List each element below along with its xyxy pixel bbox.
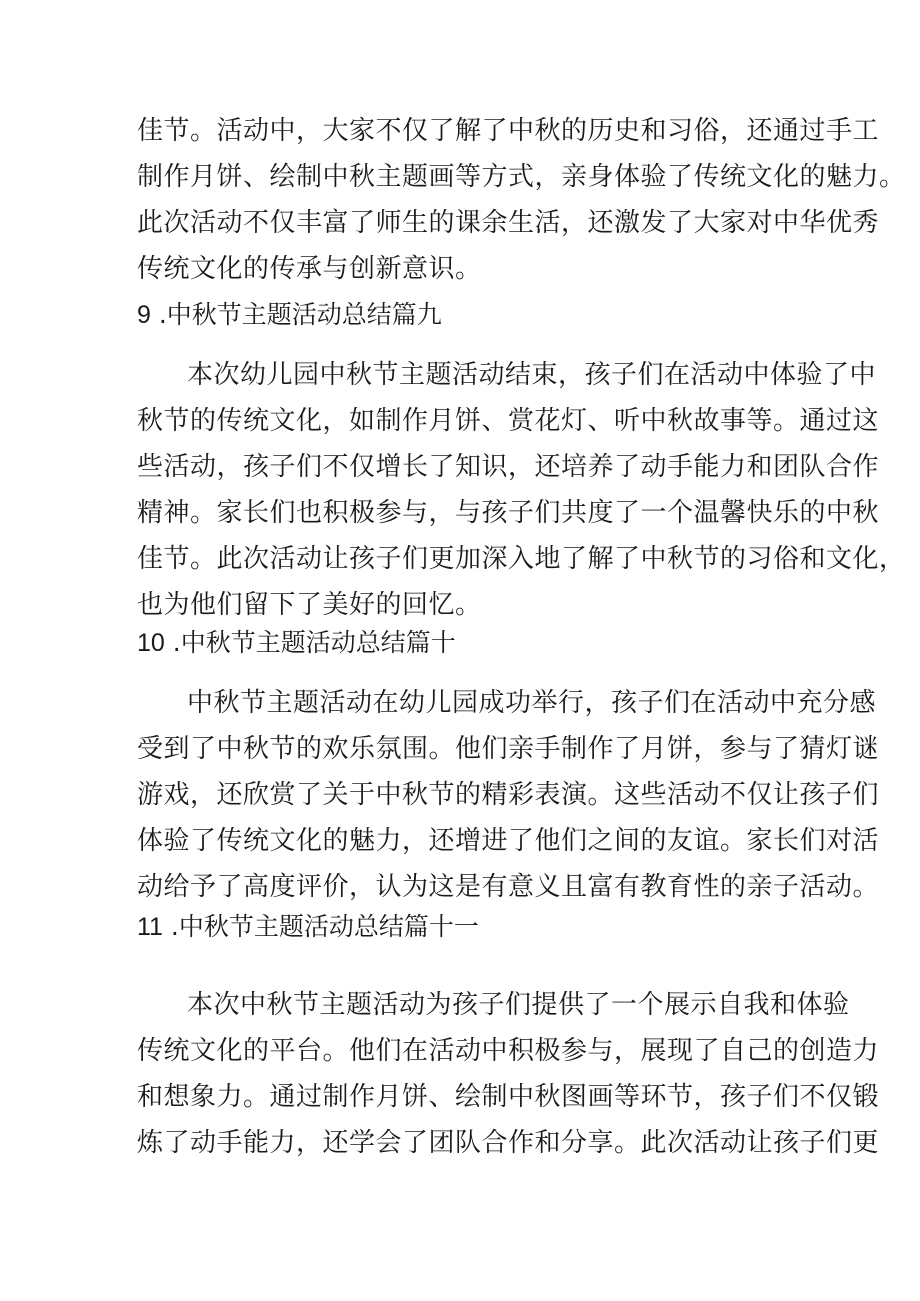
paragraph-line: 本次幼儿园中秋节主题活动结束，孩子们在活动中体验了中 xyxy=(187,360,877,390)
paragraph-line: 些活动，孩子们不仅增长了知识，还培养了动手能力和团队合作 xyxy=(137,452,880,482)
section-heading-9 xyxy=(137,296,787,334)
section-heading-11 xyxy=(137,908,787,946)
paragraph-line: 佳节。活动中，大家不仅了解了中秋的历史和习俗，还通过手工 xyxy=(137,116,880,146)
heading-number: 9 xyxy=(137,301,151,329)
heading-text: .中秋节主题活动总结篇十一 xyxy=(170,912,479,941)
paragraph-line: 也为他们留下了美好的回忆。 xyxy=(137,590,482,620)
heading-text: .中秋节主题活动总结篇十 xyxy=(172,628,456,657)
paragraph-line: 受到了中秋节的欢乐氛围。他们亲手制作了月饼，参与了猜灯谜 xyxy=(137,734,880,764)
paragraph-line: 秋节的传统文化，如制作月饼、赏花灯、听中秋故事等。通过这 xyxy=(137,406,880,436)
paragraph-line: 此次活动不仅丰富了师生的课余生活，还激发了大家对中华优秀 xyxy=(137,208,880,238)
heading-text: .中秋节主题活动总结篇九 xyxy=(158,300,442,329)
paragraph-line: 佳节。此次活动让孩子们更加深入地了解了中秋节的习俗和文化， xyxy=(137,544,906,574)
paragraph-line: 游戏，还欣赏了关于中秋节的精彩表演。这些活动不仅让孩子们 xyxy=(137,780,880,810)
paragraph-line: 体验了传统文化的魅力，还增进了他们之间的友谊。家长们对活 xyxy=(137,826,880,856)
paragraph-line: 动给予了高度评价，认为这是有意义且富有教育性的亲子活动。 xyxy=(137,872,880,902)
paragraph-line: 传统文化的平台。他们在活动中积极参与，展现了自己的创造力 xyxy=(137,1036,880,1066)
paragraph-line: 精神。家长们也积极参与，与孩子们共度了一个温馨快乐的中秋 xyxy=(137,498,880,528)
paragraph-line: 炼了动手能力，还学会了团队合作和分享。此次活动让孩子们更 xyxy=(137,1128,880,1158)
paragraph-line: 本次中秋节主题活动为孩子们提供了一个展示自我和体验 xyxy=(187,990,850,1020)
paragraph-line: 和想象力。通过制作月饼、绘制中秋图画等环节，孩子们不仅锻 xyxy=(137,1082,880,1112)
heading-number: 11 xyxy=(137,913,163,941)
paragraph-line: 中秋节主题活动在幼儿园成功举行，孩子们在活动中充分感 xyxy=(187,688,877,718)
paragraph-line: 传统文化的传承与创新意识。 xyxy=(137,254,482,284)
heading-number: 10 xyxy=(137,629,165,657)
section-heading-10 xyxy=(137,624,787,662)
paragraph-line: 制作月饼、绘制中秋主题画等方式，亲身体验了传统文化的魅力。 xyxy=(137,162,906,192)
